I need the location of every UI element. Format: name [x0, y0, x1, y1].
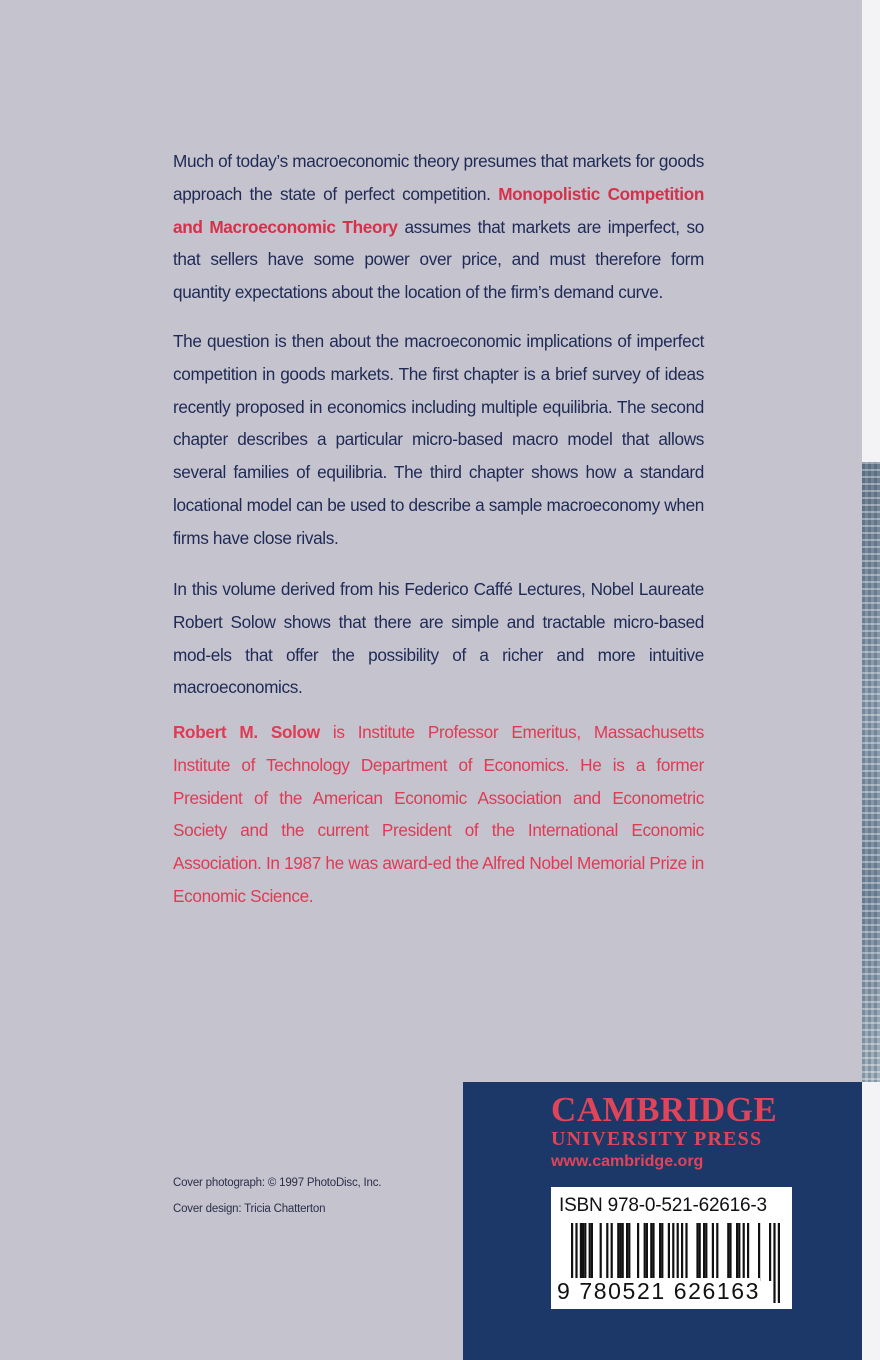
- isbn-digits: 9 780521 626163: [557, 1278, 761, 1304]
- barcode-bar: [589, 1223, 591, 1281]
- barcode-bar: [661, 1223, 663, 1281]
- book-title: Monopolistic Competition and Macroeconomic Theory: [173, 183, 704, 237]
- barcode-bar: [758, 1223, 760, 1281]
- cover-photo-strip: [862, 462, 880, 1082]
- author-bio: [173, 716, 704, 913]
- barcode-bar: [778, 1223, 780, 1303]
- isbn-label: ISBN 978-0-521-62616-3: [559, 1195, 767, 1216]
- barcode-bar: [712, 1223, 714, 1281]
- barcode-bar: [626, 1223, 628, 1281]
- blurb-intro-continued: assumes that markets are imperfect, so that sellers have some power over price, and must therefore form quantity expectations about the location of the firm’s demand curve.: [173, 216, 704, 303]
- publisher-press: UNIVERSITY PRESS: [551, 1128, 763, 1150]
- barcode-bar: [705, 1223, 707, 1281]
- barcode-bar: [628, 1223, 630, 1281]
- barcode-bar: [681, 1223, 683, 1281]
- barcode-bar: [584, 1223, 586, 1281]
- barcode-bar: [580, 1223, 582, 1281]
- isbn-barcode: [551, 1187, 792, 1309]
- publisher-url: www.cambridge.org: [551, 1153, 704, 1170]
- barcode-bar: [703, 1223, 705, 1281]
- barcode-bar: [769, 1223, 771, 1281]
- publisher-name: CAMBRIDGE: [551, 1090, 778, 1129]
- barcode-bar: [646, 1223, 648, 1281]
- blurb-paragraph-1: [173, 145, 704, 309]
- barcode-bar: [644, 1223, 646, 1281]
- barcode-bar: [685, 1223, 687, 1281]
- cover-credits: [173, 1170, 381, 1222]
- barcode-bar: [619, 1223, 621, 1281]
- author-name: Robert M. Solow: [173, 722, 320, 742]
- barcode-bar: [716, 1223, 718, 1281]
- photo-credit: Cover photograph: © 1997 PhotoDisc, Inc.: [173, 1177, 382, 1189]
- barcode-bar: [600, 1223, 602, 1281]
- barcode-bar: [699, 1223, 701, 1281]
- blurb-paragraph-3: In this volume derived from his Federico Caffé Lectures, Nobel Laureate Robert Solow shows that there are simple and tractable micro-based mod-els that offer the possibility of a richer and more intuitive macroeconomics.: [173, 579, 704, 698]
- barcode-bar: [622, 1223, 624, 1281]
- barcode-bar: [617, 1223, 619, 1281]
- barcode-bar: [582, 1223, 584, 1281]
- barcode-bar: [611, 1223, 613, 1281]
- barcode-bar: [738, 1223, 740, 1281]
- barcode-bar: [659, 1223, 661, 1281]
- barcode-bar: [637, 1223, 639, 1281]
- barcode-bar: [668, 1223, 670, 1281]
- design-credit: Cover design: Tricia Chatterton: [173, 1203, 326, 1215]
- blurb-intro: Much of today’s macroeconomic theory presumes that markets for goods approach the state of perfect competition.: [173, 151, 704, 204]
- barcode-bar: [736, 1223, 738, 1281]
- barcode-bar: [696, 1223, 698, 1281]
- barcode-bar: [650, 1223, 652, 1281]
- barcode-bar: [652, 1223, 654, 1281]
- blurb-paragraph-2: The question is then about the macroeconomic implications of imperfect competition in goods markets. The first chapter is a brief survey of ideas recently proposed in economics including multiple equilibria. The second chapter describes a particular micro-based macro model that allows several families of equilibria. The third chapter shows how a standard locational model can be used to describe a sample macroeconomy when firms have close rivals.: [173, 331, 704, 548]
- barcode-bar: [591, 1223, 593, 1281]
- barcode-bar: [727, 1223, 729, 1281]
- barcode-bar: [743, 1223, 745, 1281]
- barcode-bar: [729, 1223, 731, 1281]
- author-bio-text: is Institute Professor Emeritus, Massachusetts Institute of Technology Department of Economics. He is a former President of the American Economic Association and Econometric Society and the current President of the International Economic Association. In 1987 he was award-ed the Alfred Nobel Memorial Prize in Economic Science.: [173, 722, 704, 906]
- barcode-bar: [773, 1223, 775, 1303]
- barcode-bar: [606, 1223, 608, 1281]
- barcode-bar: [747, 1223, 749, 1281]
